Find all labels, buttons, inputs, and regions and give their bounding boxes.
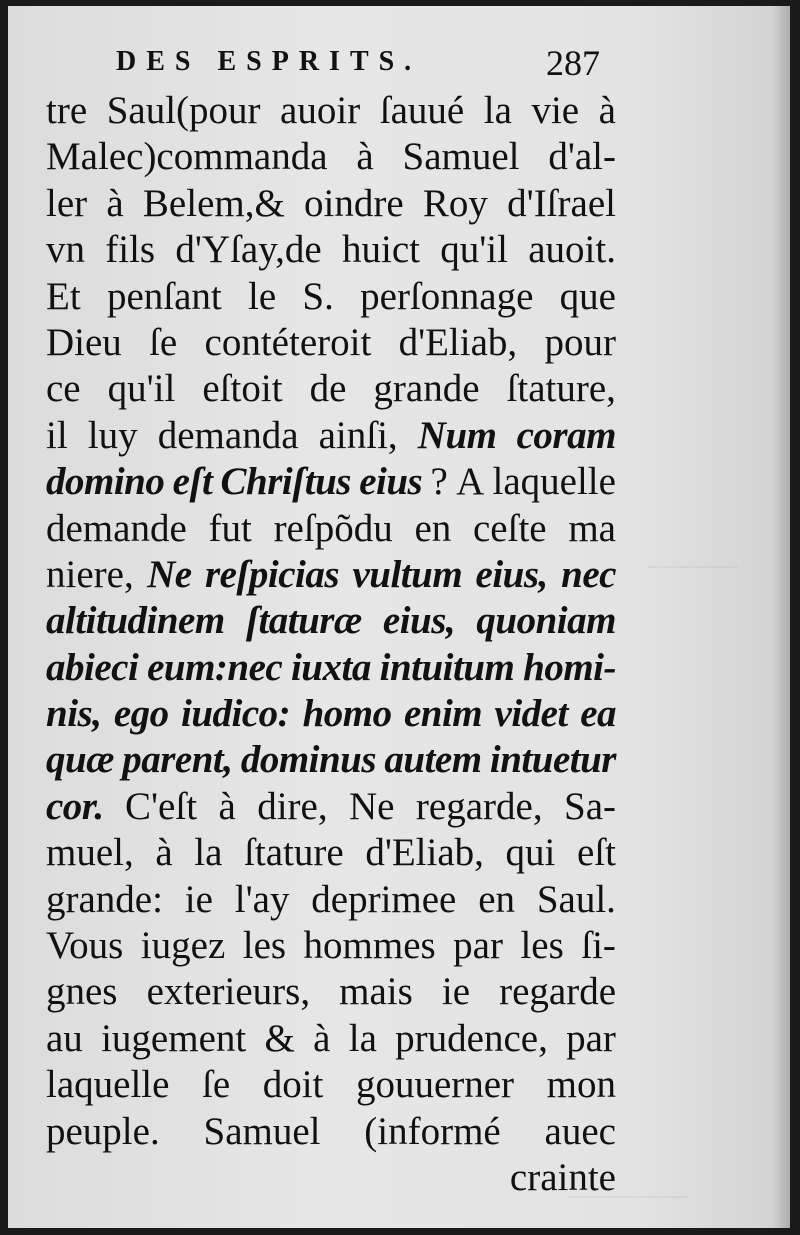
word: ſtature, [506,367,616,411]
latin-word: nis, [46,692,102,736]
word: à [598,89,616,132]
word: la [348,1016,377,1060]
word: vn [46,228,85,272]
text-line [46,737,616,783]
word: fils [105,228,156,272]
word: iugez [140,924,226,968]
word: la [194,831,223,875]
word: peuple. [46,1109,160,1153]
word: ceſte [472,506,547,550]
latin-word: iuxta [290,645,371,689]
word: ma [568,506,616,550]
latin-word: coram [516,413,616,457]
text-line [46,1016,616,1062]
text-line [46,181,616,227]
word: à [218,784,236,828]
latin-word: intuitum [379,645,515,689]
word: exterieurs, [146,970,311,1014]
word: qu'il [440,228,508,272]
word: à [155,831,173,875]
text-line [46,227,616,273]
word: à [356,135,374,179]
word: d'Iſrael [507,181,616,225]
latin-word: reſpicias [204,552,340,596]
word: grande: [46,877,163,921]
word: eſtoit [202,367,283,411]
latin-word: eius, [475,552,548,596]
page-header [8,36,790,86]
word: ainſi, [318,413,398,457]
text-line [46,366,616,412]
latin-word: homo [302,692,392,736]
latin-word: enim [403,692,483,736]
word: regarde, [415,784,543,828]
body-text [46,88,616,1201]
text-line [46,923,616,969]
word: mais [339,970,413,1014]
latin-word: Chriſtus [220,460,351,504]
latin-word: parent, [122,738,233,782]
word: au [46,1016,83,1060]
word: gnes [46,970,118,1014]
word: A [456,460,485,504]
word: ſe [149,320,178,364]
latin-word: eius, [382,599,456,643]
latin-word: eum:nec [147,645,283,689]
latin-word: eſt [172,460,213,504]
word: à [313,1016,331,1060]
latin-word: ego [113,692,169,736]
latin-word: iudico: [181,692,291,736]
text-line [46,1062,616,1108]
text-line [46,459,616,505]
word: ſi- [581,924,616,968]
word: Saul(pour [106,89,261,132]
word: d'Eliab, [365,831,484,875]
text-line [46,969,616,1015]
word: la [483,89,512,132]
latin-word: ſtaturæ [245,599,362,643]
catchword: crainte [509,1155,616,1199]
word: Saul. [536,877,616,921]
text-line [46,877,616,923]
word: perſonnage [360,274,534,318]
word: demanda [157,413,299,457]
word: gouuerner [355,1063,515,1107]
word: Et [46,274,81,318]
text-line [46,320,616,366]
word: contéteroit [204,320,372,364]
text-line [46,552,616,598]
word: Samuel [203,1109,321,1153]
word: de [309,367,347,411]
word: penſant [106,274,222,318]
latin-word: eius [359,460,423,504]
word: les [242,924,287,968]
text-line [46,598,616,644]
word: vie [531,89,580,132]
word: ? [430,460,448,504]
latin-word: altitudinem [46,599,225,643]
word: deprimee [311,877,457,921]
latin-word: Ne [147,552,192,596]
word: Ne [349,784,395,828]
word: ſtature [244,831,344,875]
running-head: DES ESPRITS. [116,46,422,77]
word: ſauué [379,89,465,132]
word: que [559,274,616,318]
latin-word: abieci [46,645,139,689]
text-line [46,830,616,876]
word: auoir [280,89,361,132]
word: ie [184,877,213,921]
word: prudence, [395,1016,548,1060]
text-line [46,413,616,459]
word: il [46,413,68,457]
word: huict [342,228,420,272]
word: auoit. [528,228,616,272]
latin-word: vultum [352,552,463,596]
word: S. [302,274,334,318]
word: eſt [577,831,616,875]
word: muel, [46,831,134,875]
word: Samuel [402,135,520,179]
latin-word: autem [384,738,482,782]
text-line [46,88,616,134]
latin-word: domino [46,460,165,504]
text-line [46,784,616,830]
text-line [46,506,616,552]
word: tre [46,89,88,132]
latin-word: cor. [46,784,104,828]
word: d'Eliab, [398,320,518,364]
word: Dieu [46,320,122,364]
word: reſpõdu [273,506,393,550]
text-line [46,134,616,180]
word: d'al- [548,135,616,179]
show-through-mark [648,526,738,568]
word: laquelle [46,1063,170,1107]
text-line [46,1109,616,1155]
word: luy [87,413,138,457]
word: d'Yſay,de [175,228,322,272]
latin-word: intuetur [489,738,616,782]
word: Sa- [564,784,616,828]
latin-word: nec [561,552,616,596]
word: regarde [499,970,616,1014]
word: C'eſt [125,784,198,828]
word: ler [46,181,88,225]
word: à [106,181,124,225]
word: (informé [364,1109,501,1153]
text-line [46,691,616,737]
text-line [46,645,616,691]
latin-word: quæ [46,738,114,782]
page-edge-shadow [772,6,790,1228]
latin-word: homi- [523,645,616,689]
word: qu'il [107,367,176,411]
latin-word: dominus [240,738,377,782]
word: oindre [304,181,404,225]
latin-word: videt [494,692,568,736]
book-page [8,6,790,1228]
text-line [46,274,616,320]
word: en [414,506,452,550]
word: laquelle [492,460,616,504]
word: demande [46,506,187,550]
word: ſe [202,1063,231,1107]
catchword-line [46,1155,616,1201]
word: doit [262,1063,324,1107]
word: l'ay [234,877,290,921]
word: grande [373,367,480,411]
word: fut [208,506,252,550]
word: niere, [46,552,134,596]
word: mon [546,1063,616,1107]
word: iugement [101,1016,247,1060]
word: Vous [46,924,124,968]
word: qui [505,831,556,875]
word: en [478,877,516,921]
word: Malec)commanda [46,135,328,179]
word: les [520,924,564,968]
word: pour [544,320,616,364]
latin-word: quoniam [476,599,616,643]
word: le [248,274,277,318]
word: Belem,& [142,181,285,225]
latin-word: Num [417,413,497,457]
word: hommes [303,924,436,968]
word: par [566,1016,616,1060]
word: ie [441,970,471,1014]
latin-word: ea [580,692,616,736]
word: Roy [422,181,488,225]
word: dire, [257,784,328,828]
word: & [264,1016,295,1060]
word: auec [544,1109,616,1153]
word: ce [46,367,81,411]
page-number: 287 [546,43,600,83]
word: par [453,924,503,968]
